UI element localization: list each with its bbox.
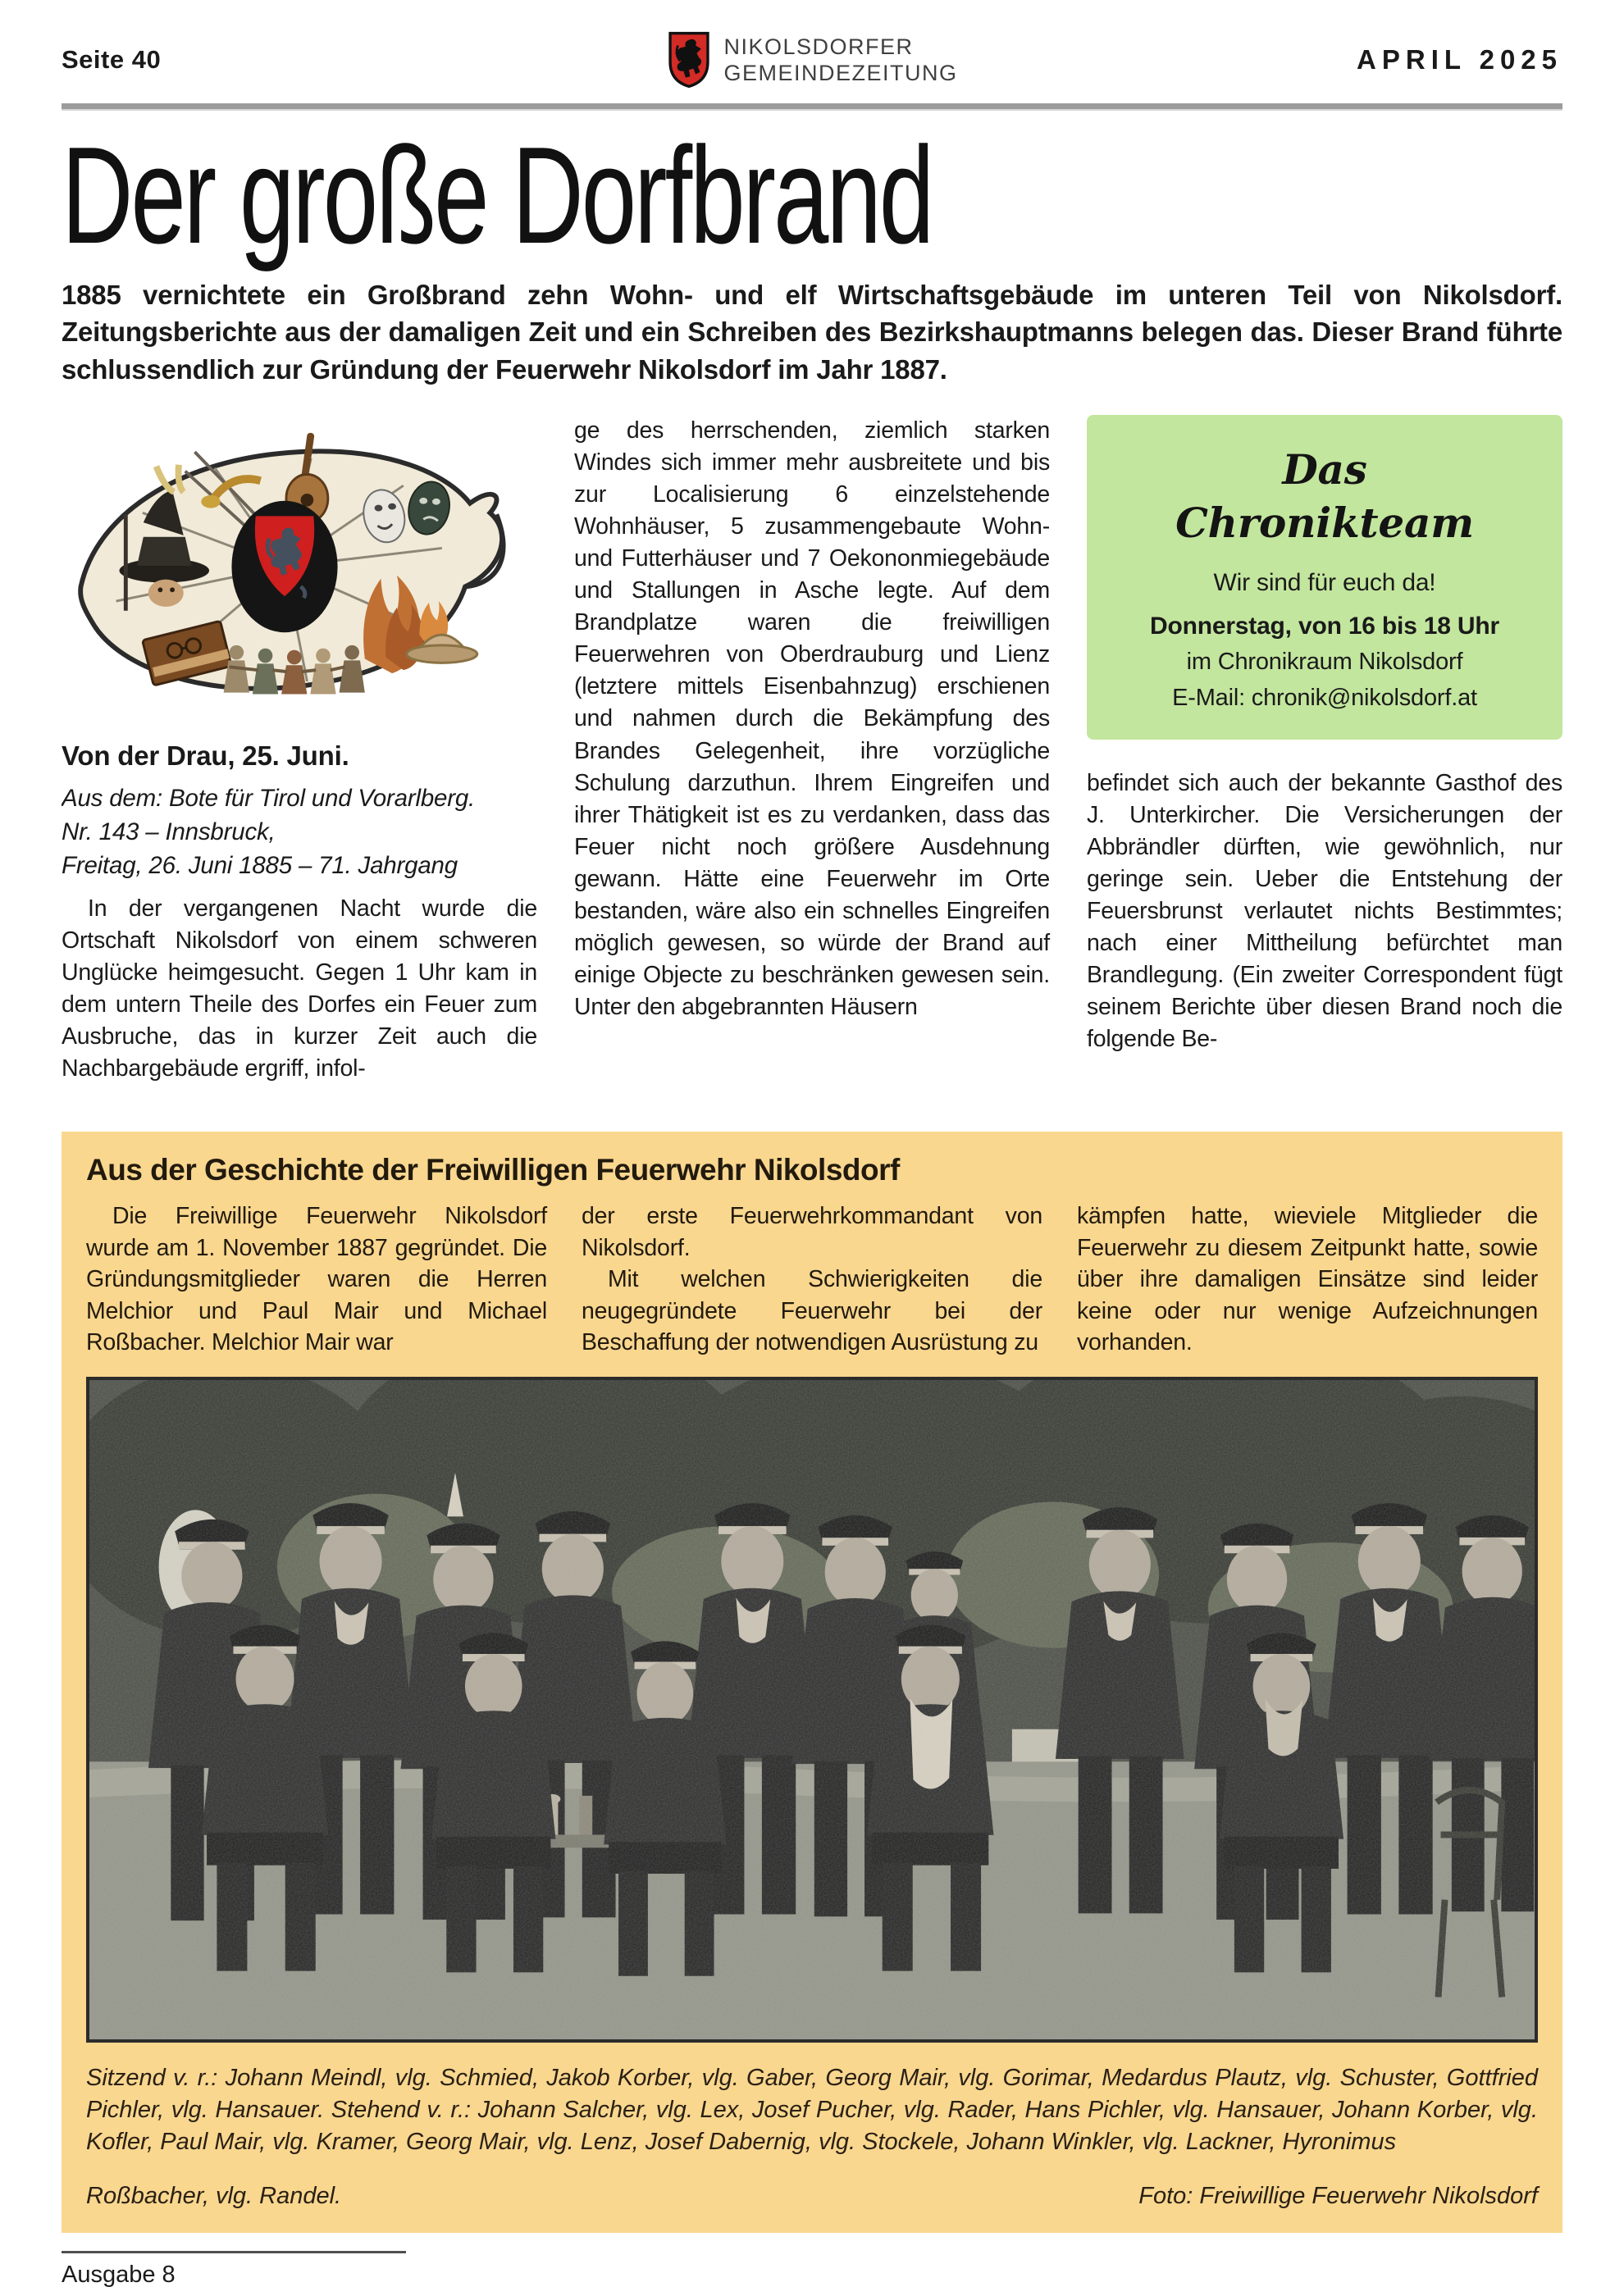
chronikteam-box xyxy=(1087,415,1562,740)
chronikteam-hours: Donnerstag, von 16 bis 18 Uhr xyxy=(1150,613,1499,640)
source-line-2: Nr. 143 – Innsbruck, xyxy=(62,818,276,846)
article-title: Der große Dorfbrand xyxy=(62,118,933,272)
footer-divider xyxy=(62,2251,406,2253)
photo-caption-last-line xyxy=(86,2183,1538,2210)
chronikteam-title-line1: Das xyxy=(1282,445,1367,494)
history-columns xyxy=(86,1200,1538,1358)
photo-caption-end: Roßbacher, vlg. Randel. xyxy=(86,2182,342,2209)
history-column-3 xyxy=(1077,1200,1538,1358)
history-column-1 xyxy=(86,1200,547,1358)
issue-number-label: Ausgabe 8 xyxy=(62,2261,176,2288)
source-line-3: Freitag, 26. Juni 1885 – 71. Jahrgang xyxy=(62,851,458,879)
article-column-1 xyxy=(62,415,537,1100)
article-paragraph-col2: ge des herrschenden, ziemlich starken Windes sich immer mehr ausbreitete und bis zur Localisierung 6 einzelstehende Wohnhäuser, 5 zusammengebaute Wohn- und Futterhäuser und 7 Oekononmiegebäude und Stallungen in Asche legte. Auf dem Brandplatze waren die freiwilligen Feuerwehren von Oberdrauburg und Lienz (letztere mittels Eisenbahnzug) erschienen und nahmen durch die Bekämpfung des Brandes Gelegenheit, ihre vorzügliche Schulung darzuthun. Ihrem Eingreifen und ihrer Thätigkeit ist es zu verdanken, dass das Feuer nicht noch größere Ausdehnung gewann. Hätte eine Feuerwehr im Orte bestanden, wäre also ein schnelles Eingreifen möglich gewesen, so würde der Brand auf einige Objecte zu beschränken gewesen sein. Unter den abgebrannten Häusern xyxy=(574,417,1050,1020)
issue-date-label: APRIL 2025 xyxy=(1357,44,1563,75)
chronicle-leaf-logo xyxy=(62,418,509,713)
nikolsdorf-crest-icon xyxy=(667,30,711,90)
article-lede: 1885 vernichtete ein Großbrand zehn Wohn- und elf Wirtschaftsgebäude im unteren Teil von Nikolsdorf. Zeitungsberichte aus der damaligen Zeit und ein Schreiben des Bezirkshauptmanns belegen das. Dieser Brand führte schlussendlich zur Gründung der Feuerwehr Nikolsdorf im Jahr 1887. xyxy=(62,279,1562,385)
page-footer xyxy=(62,2251,1562,2289)
article-column-2 xyxy=(574,415,1050,1100)
chronikteam-title xyxy=(1102,443,1548,549)
history-heading: Aus der Geschichte der Freiwilligen Feuerwehr Nikolsdorf xyxy=(86,1153,900,1187)
masthead-line2: GEMEINDEZEITUNG xyxy=(723,61,958,85)
article-paragraph-col3: befindet sich auch der bekannte Gasthof des J. Unterkircher. Die Versicherungen der Abbrändler dürften, wie gewöhnlich, nur geringe sein. Ueber die Entstehung der Feuersbrunst verlautet nichts Bestimmtes; nach einer Mittheilung befürchtet man Brandlegung. (Ein zweiter Correspondent fügt seinem Berichte über diesen Brand noch die folgende Be- xyxy=(1087,769,1562,1053)
section-heading-drau: Von der Drau, 25. Juni. xyxy=(62,740,349,772)
chronikteam-tagline: Wir sind für euch da! xyxy=(1213,569,1436,597)
photo-credit: Foto: Freiwillige Feuerwehr Nikolsdorf xyxy=(1138,2182,1538,2209)
header-divider xyxy=(62,103,1562,109)
masthead xyxy=(667,30,958,90)
chronikteam-title-line2: Chronikteam xyxy=(1175,499,1474,548)
history-paragraph-3: Mit welchen Schwierigkeiten die neugegründete Feuerwehr bei der Beschaffung der notwendigen Ausrüstung zu xyxy=(582,1266,1042,1356)
article-columns xyxy=(62,415,1562,1100)
chronikteam-location: im Chronikraum Nikolsdorf xyxy=(1186,649,1463,676)
history-paragraph-4: kämpfen hatte, wieviele Mitglieder die Feuerwehr zu diesem Zeitpunkt hatte, sowie über ihre damaligen Einsätze sind leider keine oder nur wenige Aufzeichnungen vorhanden. xyxy=(1077,1203,1538,1356)
history-column-2 xyxy=(582,1200,1042,1358)
group-photo xyxy=(86,1377,1538,2043)
page-number-label: Seite 40 xyxy=(62,45,162,74)
chronikteam-email: E-Mail: chronik@nikolsdorf.at xyxy=(1172,685,1477,712)
source-line-1: Aus dem: Bote für Tirol und Vorarlberg. xyxy=(62,785,476,813)
history-paragraph-1: Die Freiwillige Feuerwehr Nikolsdorf wurde am 1. November 1887 gegründet. Die Gründungsmitglieder waren die Herren Melchior und Paul Mair und Michael Roßbacher. Melchior Mair war xyxy=(86,1203,547,1356)
masthead-line1: NIKOLSDORFER xyxy=(723,34,914,59)
article-column-3 xyxy=(1087,415,1562,1100)
masthead-title xyxy=(724,34,958,87)
article-paragraph-col1: In der vergangenen Nacht wurde die Ortschaft Nikolsdorf von einem schweren Unglücke heimgesucht. Gegen 1 Uhr kam in dem untern Theile des Dorfes ein Feuer zum Ausbruche, das in kurzer Zeit auch die Nachbargebäude ergriff, infol- xyxy=(62,895,537,1082)
history-paragraph-2: der erste Feuerwehrkommandant von Nikolsdorf. xyxy=(582,1203,1042,1261)
source-reference xyxy=(62,782,537,882)
photo-caption: Sitzend v. r.: Johann Meindl, vlg. Schmied, Jakob Korber, vlg. Gaber, Georg Mair, vlg. Gorimar, Medardus Plautz, vlg. Schuster, Gottfried Pichler, vlg. Hansauer. Stehend v. r.: Johann Salcher, vlg. Lex, Josef Pucher, vlg. Rader, Hans Pichler, vlg. Hansauer, Johann Korber, vlg. Kofler, Paul Mair, vlg. Kramer, Georg Mair, vlg. Lenz, Josef Dabernig, vlg. Stockele, Johann Winkler, vlg. Lackner, Hyronimus xyxy=(86,2064,1538,2156)
history-box xyxy=(62,1132,1562,2233)
page-header xyxy=(62,30,1562,90)
